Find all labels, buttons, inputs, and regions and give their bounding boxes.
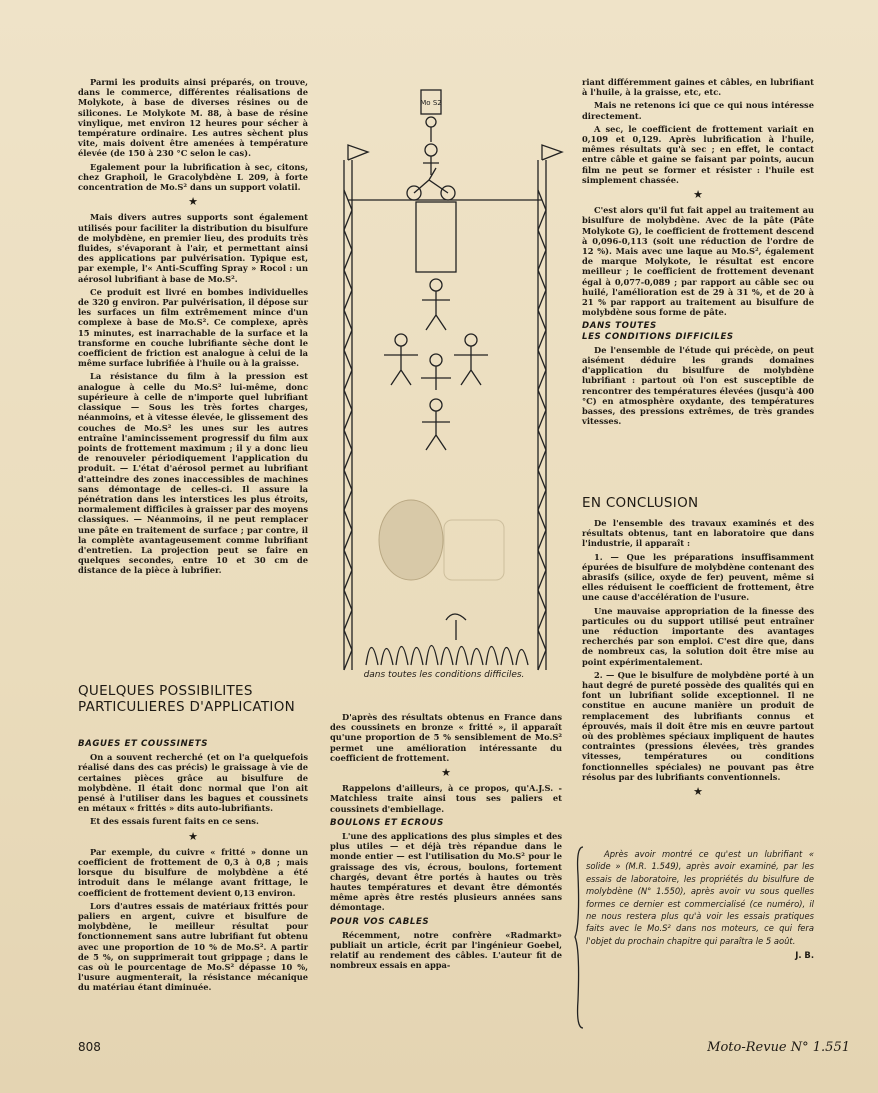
paragraph: Egalement pour la lubrification à sec, citons, chez Graphoil, le Gracolybdène L 209, à forte concentration de Mo.S² dans un support volatil.: [78, 161, 308, 193]
paragraph: Mais divers autres supports sont également utilisés pour faciliter la distribution du bisulfure de molybdène, en premier lieu, des produits très fluides, s'évaporant à l'air, et permettant ainsi des applications par pulvérisation. Typique est, par exemple, l'« Anti-Scuffing Spray » Rocol : un aérosol lubrifiant à base de Mo.S².: [78, 212, 308, 284]
paragraph: Ce produit est livré en bombes individuelles de 320 g environ. Par pulvérisation, il dépose sur les surfaces un film extrêmement mince d'un complexe à base de Mo.S². Ce complexe, après 15 minutes, est inarrachable de la surface et la transforme en couche lubrifiante sèche dont le coefficient de friction est analogue à celui de la même surface lubrifiée à l'huile ou à la graisse.: [78, 286, 308, 369]
paragraph: Parmi les produits ainsi préparés, on trouve, dans le commerce, différentes réalisations de Molykote, à base de diverses résines ou de silicones. Le Molykote M. 88, à base de résine vinylique, met environ 12 heures pour sécher à température ordinaire. Les autres sèchent plus vite, mais doivent être amenées à température élevée (de 150 à 230 °C selon le cas).: [78, 77, 308, 159]
subheading: DANS TOUTES: [582, 321, 657, 332]
brace-icon: [574, 845, 584, 1030]
section-heading: EN CONCLUSION: [582, 495, 699, 511]
paragraph: Récemment, notre confrère «Radmarkt» publiait un article, écrit par l'ingénieur Goebel, relatif au rendement des câbles. L'auteur fit de nombreux essais en appa-: [330, 929, 562, 971]
star-separator: ★: [693, 188, 703, 202]
paragraph: Rappelons d'ailleurs, à ce propos, qu'A.J.S. - Matchless traite ainsi tous ses paliers et coussinets d'embiellage.: [330, 783, 562, 814]
editorial-note: [586, 848, 814, 962]
paragraph: Lors d'autres essais de matériaux frittés pour paliers en argent, cuivre et bisulfure de molybdène, le meilleur résultat pour fonctionnement sans autre lubrifiant fut obtenu avec une proportion de 10 % de Mo.S². A partir de 5 %, on supprimerait tout grippage ; dans le cas où le pourcentage de Mo.S² dépasse 10 %, l'usure augmenterait, la résistance mécanique du matériau étant diminuée.: [78, 900, 308, 993]
paragraph: Mais ne retenons ici que ce qui nous intéresse directement.: [582, 100, 814, 121]
paragraph: La résistance du film à la pression est analogue à celle du Mo.S² lui-même, donc supérieure à celle de n'importe quel lubrifiant classique — Sous les très fortes charges, néanmoins, et à vitesse élevée, le glissement des couches de Mo.S² les unes sur les autres entraîne l'amincissement progressif du film aux points de frottement maximum ; il y a donc lieu de renouveler périodiquement l'application du produit. — L'état d'aérosol permet au lubrifiant d'atteindre des zones inaccessibles de machines sans démontage de celles-ci. Il assure la pénétration dans les interstices les plus étroits, normalement difficiles à graisser par des moyens classiques. — Néanmoins, il ne peut remplacer une pâte en traitement de surface ; par contre, il la complète avantageusement comme lubrifiant d'entretien. La projection peut se faire en quelques secondes, entre 10 et 30 cm de distance de la pièce à lubrifier.: [78, 371, 308, 576]
column-left-top: [78, 77, 308, 579]
watermark-logo: [444, 520, 504, 580]
paragraph: Par exemple, du cuivre « fritté » donne un coefficient de frottement de 0,3 à 0,8 ; mais lorsque du bisulfure de molybdène a été introduit dans le mélange avant frittage, le coefficient de frottement devient 0,13 environ.: [78, 846, 308, 898]
column-middle: [330, 712, 562, 974]
section-heading-line: PARTICULIERES D'APPLICATION: [78, 699, 296, 715]
subheading: POUR VOS CABLES: [330, 916, 430, 927]
paragraph: 2. — Que le bisulfure de molybdène porté à un haut degré de pureté possède des qualités qui en font un lubrifiant solide exceptionnel. Il ne constitue en aucune manière un produit de remplacement des lubrifiants connus et éprouvés, mais il doit être mis en œuvre partout où des problèmes spéciaux impliquent de hautes contraintes (pressions élevées, très grandes vitesses, températures ou conditions fonctionnelles spéciales) ne pouvant pas être résolus par des lubrifiants conventionnels.: [582, 669, 814, 782]
section-heading: [78, 683, 295, 715]
paragraph: 1. — Que les préparations insuffisamment épurées de bisulfure de molybdène contenant des abrasifs (silice, oxyde de fer) peuvent, même si elles réduisent le coefficient de frottement, être une cause d'accélération de l'usure.: [582, 551, 814, 603]
paragraph: riant différemment gaines et câbles, en lubrifiant à l'huile, à la graisse, etc, etc.: [582, 77, 814, 98]
paragraph: D'après des résultats obtenus en France dans des coussinets en bronze « fritté », il apparaît qu'une proportion de 5 % sensiblement de Mo.S² permet une amélioration intéressante du coefficient de frottement.: [330, 712, 562, 763]
star-separator: ★: [188, 829, 198, 843]
paragraph: L'une des applications des plus simples et des plus utiles — et déjà très répandue dans le monde entier — est l'utilisation du Mo.S² pour le graissage des vis, écrous, boulons, fortement chargés, devant être portés à hautes ou très hautes températures et devant être démontés même après être restés plusieurs années sans démontage.: [330, 831, 562, 913]
section-heading-line: QUELQUES POSSIBILITES: [78, 683, 253, 699]
acrobat-illustration: [326, 60, 574, 700]
paragraph: On a souvent recherché (et on l'a quelquefois réalisé dans des cas précis) le graissage à vie de certaines pièces grâce au bisulfure de molybdène. Il était donc normal que l'on ait pensé à l'utiliser dans les bagues et coussinets en métaux « frittés » dits auto-lubrifiants.: [78, 752, 308, 814]
sign-text: Mo S2: [420, 99, 442, 107]
portrait-photo: [379, 500, 443, 580]
paragraph: Et des essais furent faits en ce sens.: [90, 816, 259, 827]
subheading: BAGUES ET COUSSINETS: [78, 739, 208, 749]
column-left-bottom: [78, 735, 308, 996]
note-text: Après avoir montré ce qu'est un lubrifiant « solide » (M.R. 1.549), après avoir examiné, par les essais de laboratoire, les propriétés du bisulfure de molybdène (N° 1.550), après avoir vu sous quelles formes ce dernier est commercialisé (ce numéro), il ne nous restera plus qu'à voir les essais pratiques faits avec le Mo.S² dans nos moteurs, ce qui fera l'objet du prochain chapitre qui paraîtra le 5 août.: [586, 849, 814, 946]
star-separator: ★: [188, 195, 198, 209]
page-number: 808: [78, 1040, 101, 1054]
magazine-issue: Moto-Revue N° 1.551: [707, 1040, 850, 1055]
signature: J. B.: [795, 950, 814, 961]
column-right-bottom: [582, 518, 814, 802]
subheading: BOULONS ET ECROUS: [330, 817, 444, 828]
star-separator: ★: [693, 785, 703, 799]
illustration-caption: dans toutes les conditions difficiles.: [363, 670, 525, 680]
paragraph: De l'ensemble des travaux examinés et des résultats obtenus, tant en laboratoire que dans l'industrie, il apparaît :: [582, 518, 814, 549]
subheading: LES CONDITIONS DIFFICILES: [582, 331, 734, 342]
paragraph: De l'ensemble de l'étude qui précède, on peut aisément déduire les grands domaines d'application du bisulfure de molybdène lubrifiant : partout où l'on est susceptible de rencontrer des températures élevées (jusqu'à 400 °C) en atmosphère oxydante, des températures basses, des pressions extrêmes, de très grandes vitesses.: [582, 344, 814, 427]
paragraph: A sec, le coefficient de frottement variait en 0,109 et 0,129. Après lubrification à l'huile, mêmes résultats qu'à sec ; en effet, le contact entre câble et gaine se faisant par points, aucun film ne peut se former et résister : l'huile est simplement chassée.: [582, 123, 814, 185]
paragraph: Une mauvaise appropriation de la finesse des particules ou du support utilisé peut entraîner une réduction importante des avantages recherchés par son emploi. C'est dire que, dans de nombreux cas, la solution doit être mise au point expérimentalement.: [582, 605, 814, 667]
paragraph: C'est alors qu'il fut fait appel au traitement au bisulfure de molybdène. Avec de la pâte (Pâte Molykote G), le coefficient de frottement descend à 0,096-0,113 (soit une réduction de l'ordre de 12 %). Mais avec une laque au Mo.S², également de marque Molykote, le résultat est encore meilleur ; le coefficient de frottement devenant égal à 0,077-0,089 ; par rapport au câble sec ou huilé, l'amélioration est de 29 à 31 %, et de 20 à 21 % par rapport au traitement au bisulfure de molybdène sous forme de pâte.: [582, 205, 814, 318]
column-right-top: [582, 77, 814, 430]
star-separator: ★: [441, 766, 451, 780]
